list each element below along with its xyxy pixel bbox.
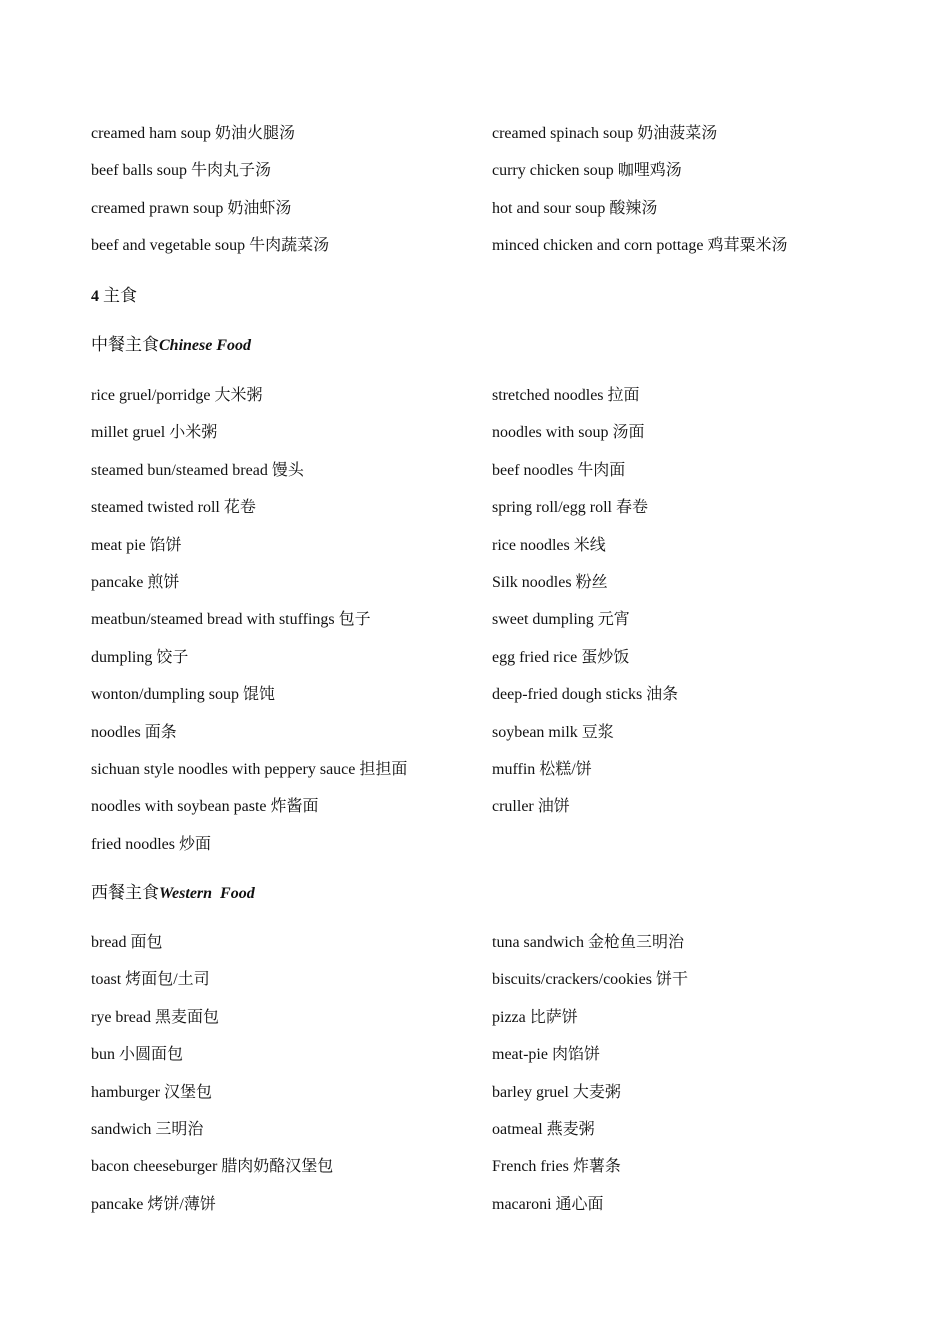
chinese-food-item: pancake 煎饼 [91, 573, 180, 591]
western-food-list [91, 933, 891, 1232]
western-food-item: barley gruel 大麦粥 [492, 1083, 621, 1101]
soup-item: curry chicken soup 咖哩鸡汤 [492, 162, 682, 180]
western-food-title-en: Western Food [159, 885, 255, 902]
soup-item: minced chicken and corn pottage 鸡茸粟米汤 [492, 237, 788, 255]
western-food-item: sandwich 三明治 [91, 1120, 204, 1138]
chinese-food-item: sweet dumpling 元宵 [492, 611, 630, 629]
chinese-food-item: steamed bun/steamed bread 馒头 [91, 461, 304, 479]
western-food-item: oatmeal 燕麦粥 [492, 1120, 595, 1138]
chinese-food-item: stretched noodles 拉面 [492, 387, 640, 404]
chinese-food-title-en: Chinese Food [159, 337, 252, 354]
western-food-item: pizza 比萨饼 [492, 1008, 578, 1026]
western-food-item: toast 烤面包/土司 [91, 971, 210, 989]
western-food-item: macaroni 通心面 [492, 1195, 604, 1213]
chinese-food-item: rice noodles 米线 [492, 536, 606, 554]
chinese-food-item: noodles with soybean paste 炸酱面 [91, 798, 319, 816]
soup-item: beef balls soup 牛肉丸子汤 [91, 162, 271, 180]
chinese-food-item: noodles with soup 汤面 [492, 424, 645, 442]
chinese-food-item: wonton/dumpling soup 馄饨 [91, 686, 276, 704]
section-title: 主食 [103, 286, 137, 305]
chinese-food-list [91, 386, 891, 872]
western-food-heading [91, 882, 255, 905]
western-food-item: tuna sandwich 金枪鱼三明治 [492, 934, 684, 951]
western-food-item: bread 面包 [91, 934, 163, 951]
western-food-item: pancake 烤饼/薄饼 [91, 1195, 216, 1213]
soup-item: beef and vegetable soup 牛肉蔬菜汤 [91, 237, 330, 255]
soup-item: creamed spinach soup 奶油菠菜汤 [492, 125, 718, 142]
soup-list [91, 124, 891, 274]
chinese-food-item: soybean milk 豆浆 [492, 723, 614, 741]
chinese-food-item: muffin 松糕/饼 [492, 760, 592, 778]
chinese-food-item: Silk noodles 粉丝 [492, 573, 608, 591]
chinese-food-item: dumpling 饺子 [91, 648, 189, 666]
chinese-food-item: meatbun/steamed bread with stuffings 包子 [91, 611, 371, 629]
western-food-item: meat-pie 肉馅饼 [492, 1046, 600, 1064]
chinese-food-item: beef noodles 牛肉面 [492, 461, 626, 479]
western-food-title-cn: 西餐主食 [91, 883, 159, 902]
soup-item: creamed ham soup 奶油火腿汤 [91, 125, 295, 142]
chinese-food-item [492, 835, 891, 872]
chinese-food-item: rice gruel/porridge 大米粥 [91, 387, 263, 404]
western-food-item: French fries 炸薯条 [492, 1158, 621, 1176]
western-food-item: biscuits/crackers/cookies 饼干 [492, 971, 688, 989]
western-food-item: hamburger 汉堡包 [91, 1083, 213, 1101]
section-number: 4 [91, 288, 99, 305]
chinese-food-heading [91, 334, 251, 357]
section-heading [91, 285, 137, 308]
chinese-food-item: millet gruel 小米粥 [91, 424, 218, 442]
soup-item: creamed prawn soup 奶油虾汤 [91, 199, 292, 217]
chinese-food-item: fried noodles 炒面 [91, 835, 211, 853]
western-food-item: rye bread 黑麦面包 [91, 1008, 219, 1026]
chinese-food-item: egg fried rice 蛋炒饭 [492, 648, 630, 666]
chinese-food-item: deep-fried dough sticks 油条 [492, 686, 679, 704]
chinese-food-item: meat pie 馅饼 [91, 536, 182, 554]
chinese-food-item: sichuan style noodles with peppery sauce 担担面 [91, 760, 408, 778]
chinese-food-title-cn: 中餐主食 [91, 335, 159, 354]
soup-item: hot and sour soup 酸辣汤 [492, 199, 658, 217]
western-food-item: bacon cheeseburger 腊肉奶酪汉堡包 [91, 1158, 334, 1176]
chinese-food-item: noodles 面条 [91, 723, 177, 741]
western-food-item: bun 小圆面包 [91, 1046, 184, 1064]
chinese-food-item: steamed twisted roll 花卷 [91, 499, 256, 517]
chinese-food-item: spring roll/egg roll 春卷 [492, 499, 648, 517]
chinese-food-item: cruller 油饼 [492, 798, 570, 816]
